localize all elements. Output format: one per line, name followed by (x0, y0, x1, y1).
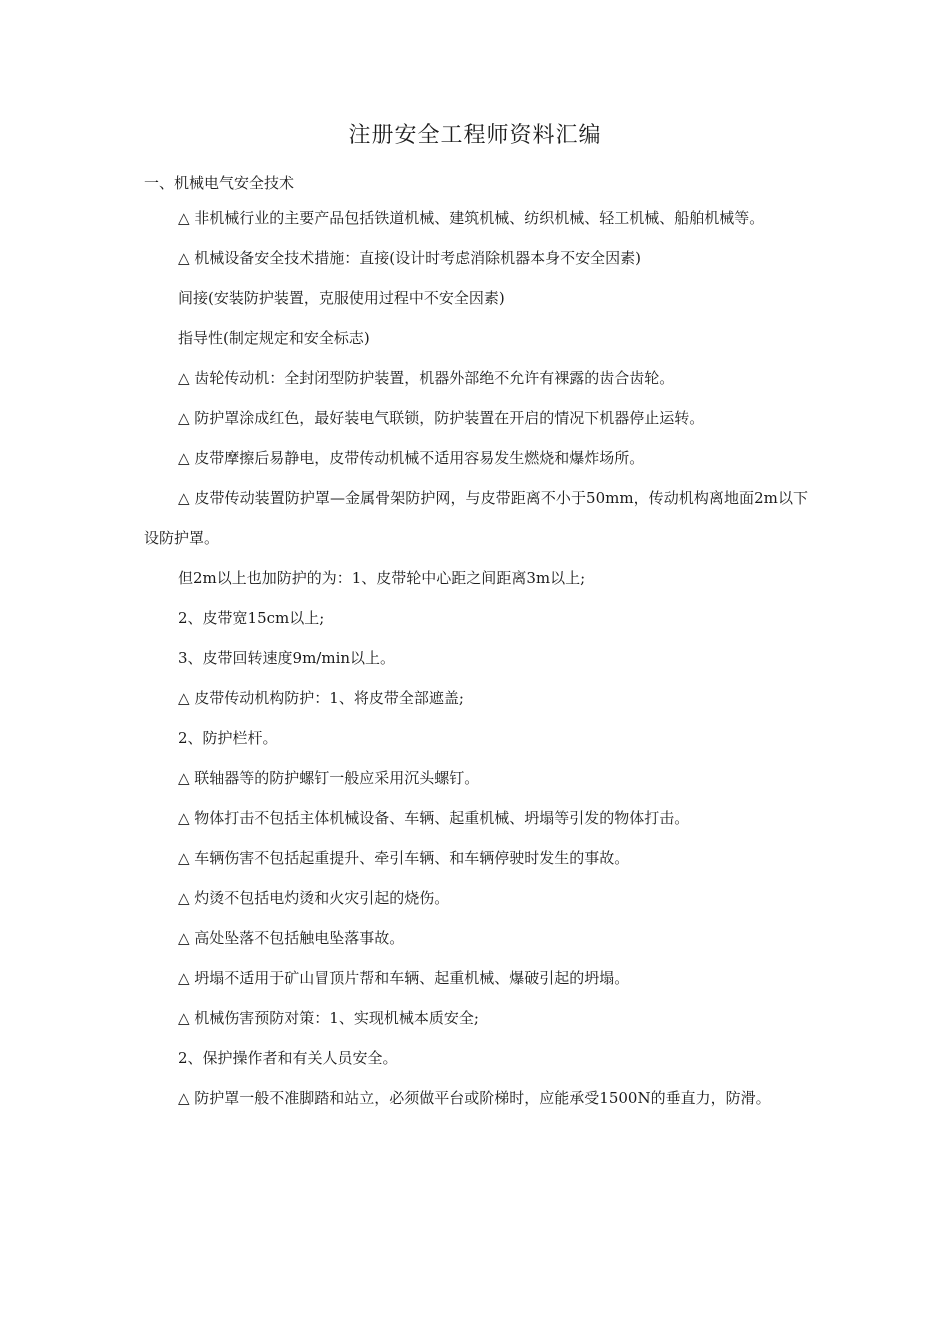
paragraph: 2、皮带宽15cm以上; (178, 609, 325, 627)
paragraph: △ 皮带传动装置防护罩—金属骨架防护网，与皮带距离不小于50mm，传动机构离地面2m以下设防护罩。 (144, 489, 808, 547)
paragraph: 指导性(制定规定和安全标志) (178, 329, 370, 347)
paragraph: △ 灼烫不包括电灼烫和火灾引起的烧伤。 (178, 889, 450, 907)
paragraph: △ 齿轮传动机：全封闭型防护装置，机器外部绝不允许有裸露的齿合齿轮。 (178, 369, 675, 387)
paragraph: △ 防护罩一般不准脚踏和站立，必须做平台或阶梯时，应能承受1500N的垂直力，防滑。 (178, 1089, 771, 1107)
section-heading: 一、机械电气安全技术 (144, 174, 295, 192)
paragraph: 2、保护操作者和有关人员安全。 (178, 1049, 398, 1067)
paragraph: △ 非机械行业的主要产品包括铁道机械、建筑机械、纺织机械、轻工机械、船舶机械等。 (178, 209, 765, 227)
paragraph: 间接(安装防护装置，克服使用过程中不安全因素) (178, 289, 505, 307)
paragraph: 但2m以上也加防护的为：1、皮带轮中心距之间距离3m以上; (178, 569, 586, 587)
document-title: 注册安全工程师资料汇编 (348, 123, 602, 148)
paragraph: △ 坍塌不适用于矿山冒顶片帮和车辆、起重机械、爆破引起的坍塌。 (178, 969, 630, 987)
paragraph: 3、皮带回转速度9m/min以上。 (178, 649, 396, 667)
paragraph: △ 联轴器等的防护螺钉一般应采用沉头螺钉。 (178, 769, 480, 787)
paragraph: △ 高处坠落不包括触电坠落事故。 (178, 929, 405, 947)
paragraph: △ 机械伤害预防对策：1、实现机械本质安全; (178, 1009, 479, 1027)
paragraph: 2、防护栏杆。 (178, 729, 278, 747)
document-body (144, 198, 808, 1118)
paragraph: △ 皮带传动机构防护：1、将皮带全部遮盖; (178, 689, 464, 707)
paragraph: △ 物体打击不包括主体机械设备、车辆、起重机械、坍塌等引发的物体打击。 (178, 809, 690, 827)
paragraph: △ 车辆伤害不包括起重提升、牵引车辆、和车辆停驶时发生的事故。 (178, 849, 630, 867)
paragraph: △ 防护罩涂成红色，最好装电气联锁，防护装置在开启的情况下机器停止运转。 (178, 409, 705, 427)
paragraph: △ 机械设备安全技术措施：直接(设计时考虑消除机器本身不安全因素) (178, 249, 642, 267)
paragraph: △ 皮带摩擦后易静电，皮带传动机械不适用容易发生燃烧和爆炸场所。 (178, 449, 645, 467)
